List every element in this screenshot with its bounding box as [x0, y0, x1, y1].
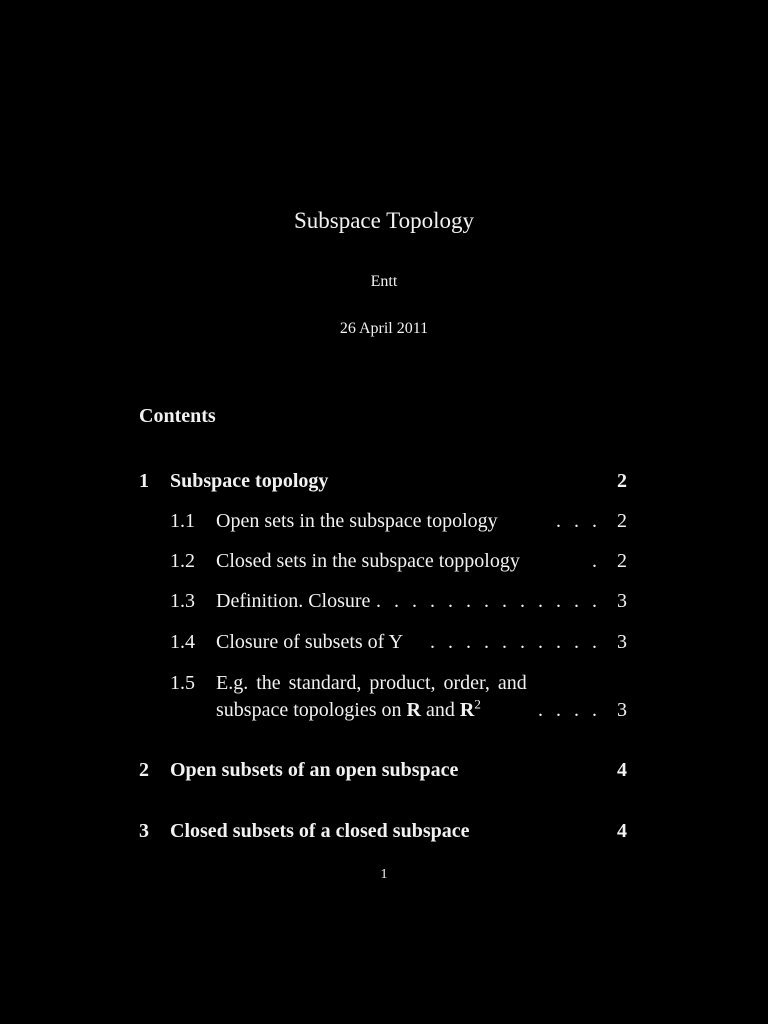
toc-entry-number: 2 [139, 759, 149, 781]
toc-entry-number: 1.3 [170, 590, 195, 612]
toc-entry-1[interactable] [139, 468, 627, 494]
toc-entry-title-line1: E.g. the standard, product, order, and [216, 672, 527, 694]
toc-leader-dots: . . . [556, 510, 601, 532]
toc-entry-page: 4 [617, 759, 627, 781]
toc-entry-page: 2 [617, 510, 627, 532]
toc-entry-number: 3 [139, 820, 149, 842]
math-symbol-R: R [406, 699, 421, 721]
toc-leader-dots: . . . . [538, 699, 601, 721]
toc-entry-number: 1 [139, 470, 149, 492]
document-date: 26 April 2011 [339, 320, 429, 337]
toc-entry-page: 3 [617, 631, 627, 653]
toc-entry-page: 3 [617, 699, 627, 721]
toc-entry-page: 2 [617, 550, 627, 572]
toc-entry-page: 4 [617, 820, 627, 842]
toc-entry-title: Closed sets in the subspace toppology [216, 550, 520, 572]
toc-entry-number: 1.1 [170, 510, 195, 532]
toc-entry-3[interactable] [139, 818, 627, 844]
toc-entry-1-3[interactable] [170, 588, 627, 614]
toc-entry-title: Subspace topology [170, 470, 329, 492]
page-number: 1 [380, 867, 388, 882]
toc-leader-dots: . [592, 550, 601, 572]
toc-entry-1-5[interactable] [170, 670, 627, 724]
toc-entry-1-4[interactable] [170, 629, 627, 655]
toc-entry-number: 1.5 [170, 672, 195, 694]
toc-entry-title: Closed subsets of a closed subspace [170, 820, 470, 842]
math-superscript: 2 [474, 696, 481, 712]
document-title: Subspace Topology [293, 208, 475, 233]
toc-entry-page: 3 [617, 590, 627, 612]
toc-entry-title-line2 [216, 697, 481, 724]
toc-leader-dots: . . . . . . . . . . [430, 631, 601, 653]
toc-entry-1-1[interactable] [170, 508, 627, 534]
toc-entry-title-conjunction: and [425, 699, 455, 721]
toc-entry-title: Open subsets of an open subspace [170, 759, 459, 781]
toc-entry-number: 1.2 [170, 550, 195, 572]
toc-entry-1-2[interactable] [170, 548, 627, 574]
math-symbol-R-squared: R [459, 699, 475, 721]
contents-heading: Contents [139, 405, 216, 427]
toc-entry-title: Open sets in the subspace topology [216, 510, 498, 532]
toc-entry-number: 1.4 [170, 631, 195, 653]
toc-entry-title: Definition. Closure [216, 590, 371, 612]
toc-entry-2[interactable] [139, 757, 627, 783]
toc-entry-title: Closure of subsets of Y [216, 631, 404, 653]
document-author: Entt [370, 273, 398, 290]
toc-leader-dots: . . . . . . . . . . . . . [376, 590, 601, 612]
toc-entry-title-prefix: subspace topologies on [216, 699, 402, 721]
toc-entry-page: 2 [617, 470, 627, 492]
